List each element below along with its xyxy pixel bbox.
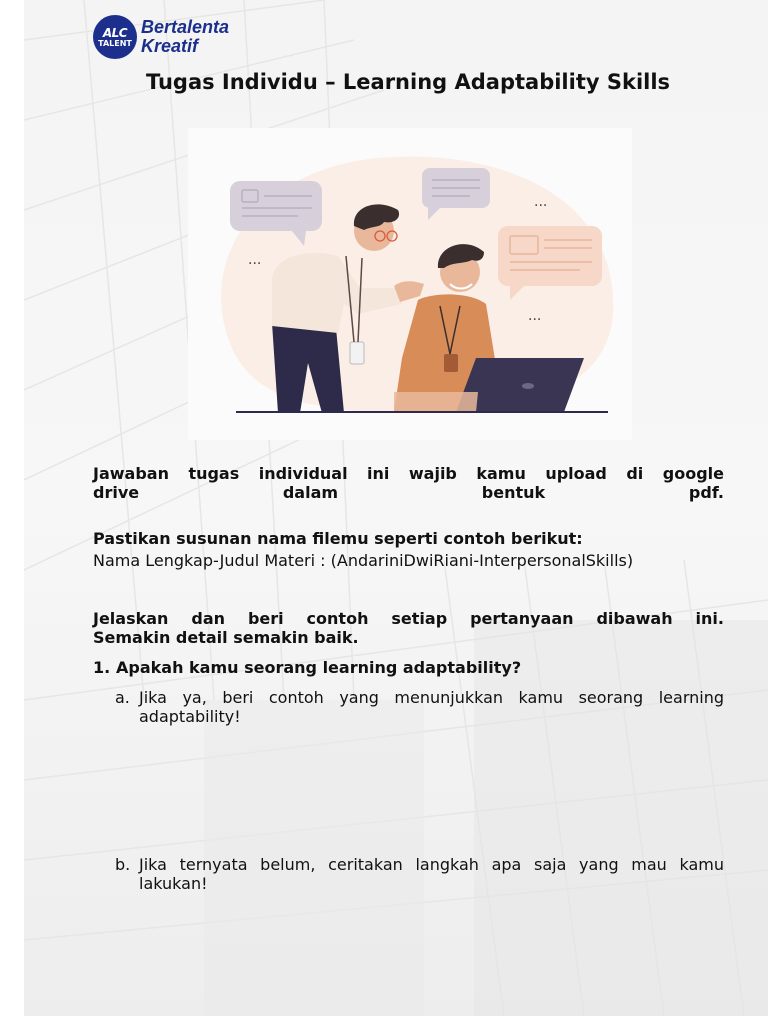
logo-wordmark <box>141 18 229 56</box>
upload-instruction-line1: Jawaban tugas individual ini wajib kamu upload di google <box>93 464 724 483</box>
logo-badge-line2: TALENT <box>98 38 132 48</box>
logo-badge-line1: ALC <box>102 25 128 40</box>
question-1-item-a <box>93 688 724 726</box>
page-title: Tugas Individu – Learning Adaptability Skills <box>145 70 671 94</box>
instructions-body <box>93 464 724 893</box>
item-letter: b. <box>115 855 131 874</box>
logo-text-line2: Kreatif <box>141 36 199 56</box>
ellipsis-right: ... <box>528 308 542 324</box>
filename-heading: Pastikan susunan nama filemu seperti contoh berikut: <box>93 529 583 548</box>
question-1-item-b <box>93 855 724 893</box>
item-text: Jika ya, beri contoh yang menunjukkan kamu seorang learning adaptability! <box>139 688 724 726</box>
question-number: 1. <box>93 658 111 677</box>
filename-example: Nama Lengkap-Judul Materi : (AndariniDwiRiani-InterpersonalSkills) <box>93 551 634 570</box>
ellipsis-top: ... <box>534 194 548 210</box>
upload-instruction-line2: drive dalam bentuk pdf. <box>93 483 724 502</box>
explain-instruction-line1: Jelaskan dan beri contoh setiap pertanyaan dibawah ini. <box>93 609 724 628</box>
ellipsis-left: ... <box>248 252 262 268</box>
brand-logo <box>93 15 229 59</box>
item-letter: a. <box>115 688 130 707</box>
question-1 <box>93 658 724 677</box>
logo-text-line1: Bertalenta <box>141 17 230 37</box>
item-text: Jika ternyata belum, ceritakan langkah apa saja yang mau kamu lakukan! <box>139 855 724 893</box>
explain-instruction-line2: Semakin detail semakin baik. <box>93 628 359 647</box>
two-people-at-laptop-illustration <box>188 128 632 440</box>
question-text: Apakah kamu seorang learning adaptability? <box>116 658 522 677</box>
alc-talent-badge <box>93 15 137 59</box>
